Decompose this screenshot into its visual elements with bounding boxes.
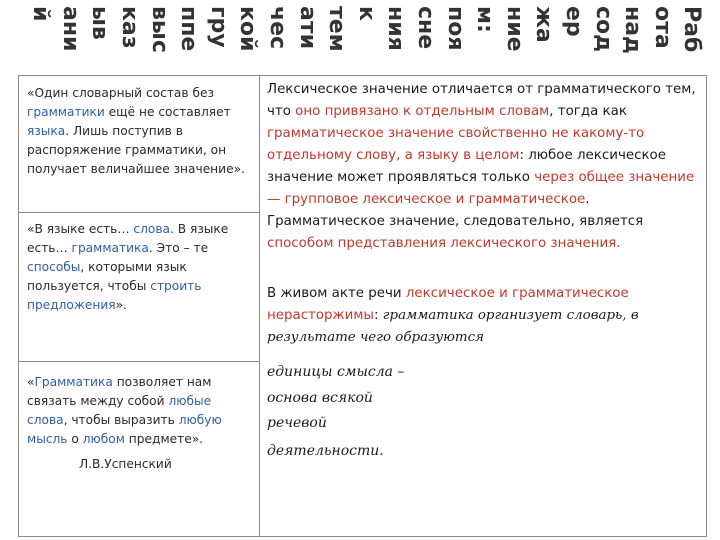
italic-line-basis: основа всякой xyxy=(267,390,373,406)
highlight-red: нерасторжимы xyxy=(267,308,374,323)
header-column-8: м: xyxy=(472,6,497,33)
text-fragment: . В языке есть… xyxy=(27,222,229,255)
row-divider-1 xyxy=(19,212,259,213)
highlight-any-subject: любом xyxy=(82,432,125,446)
header-column-12: к xyxy=(354,6,379,21)
italic-fragment: грамматика организует словарь, в xyxy=(378,308,639,323)
text-fragment: ещё не составляет xyxy=(104,105,231,119)
text-fragment: В живом акте речи xyxy=(267,286,406,301)
rotated-header xyxy=(0,0,720,75)
highlight-any-thought: любую мысль xyxy=(27,413,222,446)
header-column-1: Раб xyxy=(679,6,704,53)
text-fragment: , тогда как xyxy=(549,104,627,119)
header-column-21: ыв xyxy=(87,6,112,40)
header-column-16: кой xyxy=(235,6,260,52)
italic-line-activity: деятельности. xyxy=(267,443,384,459)
quote-author: Л.В.Успенский xyxy=(79,457,172,471)
highlight-red: через общее значение — групповое лексическое и грамматическое xyxy=(267,170,695,207)
text-fragment: « xyxy=(27,375,35,389)
text-fragment: : любое лексическое значение может проявляться только xyxy=(267,148,666,185)
text-fragment: , которыми язык пользуется, чтобы xyxy=(27,260,187,293)
header-column-23: й xyxy=(28,6,53,22)
header-column-2: ота xyxy=(650,6,675,49)
header-column-22: ани xyxy=(58,6,83,52)
header-column-19: выс xyxy=(147,6,172,53)
italic-line-units: единицы смысла – xyxy=(267,364,405,380)
italic-line: результате чего образуются xyxy=(267,330,484,345)
content-table xyxy=(18,75,707,537)
header-column-20: каз xyxy=(117,6,142,49)
header-column-6: жа xyxy=(531,6,556,43)
quote-three xyxy=(27,373,253,449)
row-divider-2 xyxy=(19,361,259,362)
header-column-10: сне xyxy=(413,6,438,50)
text-fragment: . Лишь поступив в распоряжение грамматики, он получает величайшее значение». xyxy=(27,124,245,176)
highlight-red: лексическое и грамматическое xyxy=(405,286,629,301)
highlight-ways: способы xyxy=(27,260,81,274)
header-column-9: поя xyxy=(443,6,468,51)
text-fragment: . Грамматическое значение, следовательно, является xyxy=(267,192,644,229)
text-fragment: о xyxy=(67,432,83,446)
main-paragraph-one xyxy=(267,79,703,255)
column-divider xyxy=(259,76,260,536)
quote-one xyxy=(27,84,253,179)
header-column-17: гру xyxy=(206,6,231,48)
italic-line-speech: речевой xyxy=(267,415,327,431)
highlight-language: языка xyxy=(27,124,66,138)
header-column-4: сод xyxy=(591,6,616,52)
text-fragment: позволяет нам связать между собой xyxy=(27,375,212,408)
header-column-15: чес xyxy=(265,6,290,50)
text-fragment: ». xyxy=(115,298,127,312)
header-column-7: ние xyxy=(502,6,527,52)
header-column-5: ер xyxy=(561,6,586,37)
text-fragment: Лексическое значение отличается от грамматического тем, что xyxy=(267,82,696,119)
highlight-any-words: любые слова xyxy=(27,394,212,427)
text-fragment: , чтобы выразить xyxy=(63,413,179,427)
highlight-grammar: Грамматика xyxy=(34,375,113,389)
highlight-red: грамматическое значение свойственно не какому-то отдельному слову, а языку в целом xyxy=(267,126,645,163)
highlight-words: слова xyxy=(133,222,171,236)
header-column-11: ния xyxy=(383,6,408,51)
highlight-build-sentences: строить предложения xyxy=(27,279,202,312)
header-column-3: над xyxy=(620,6,645,54)
highlight-grammar: грамматики xyxy=(27,105,105,119)
highlight-red: способом представления лексического значения. xyxy=(267,236,621,251)
highlight-grammar: грамматика xyxy=(71,241,149,255)
text-fragment: . Это – те xyxy=(148,241,209,255)
quote-two xyxy=(27,220,253,315)
text-fragment: «В языке есть… xyxy=(27,222,134,236)
highlight-red: оно привязано к отдельным словам xyxy=(295,104,550,119)
main-paragraph-two xyxy=(267,283,703,349)
text-fragment: «Один словарный состав без xyxy=(27,86,214,100)
header-column-14: ати xyxy=(295,6,320,50)
header-column-13: тем xyxy=(324,6,349,52)
text-fragment: предмете». xyxy=(124,432,204,446)
text-fragment: : xyxy=(374,308,379,323)
header-column-18: ппе xyxy=(176,6,201,52)
